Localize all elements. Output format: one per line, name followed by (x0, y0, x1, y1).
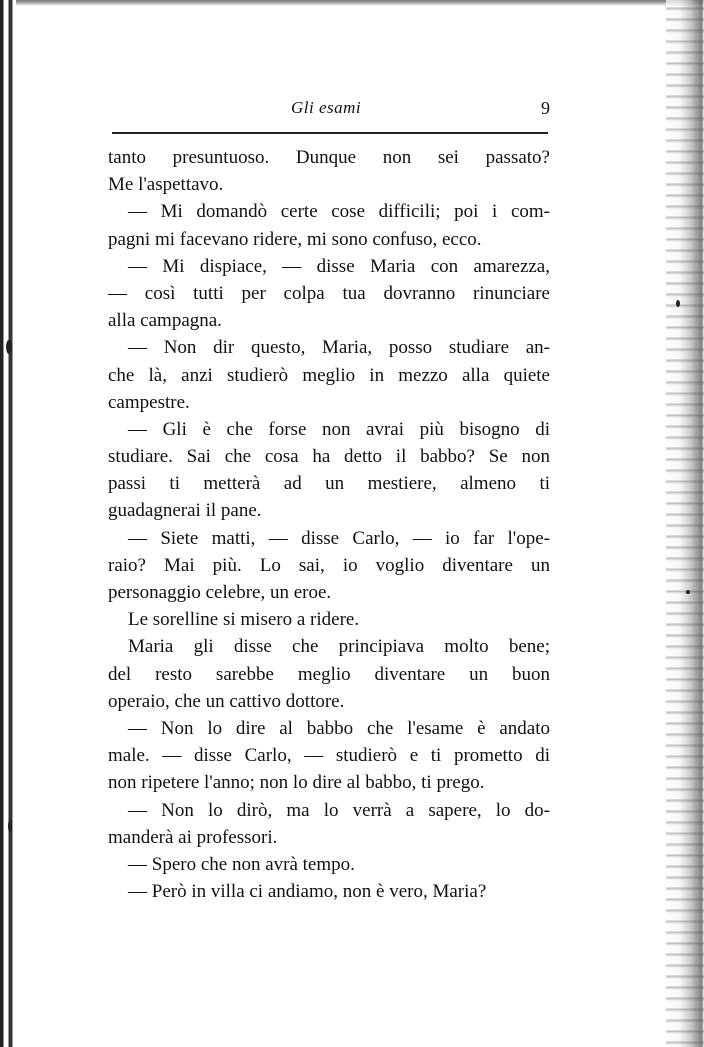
paragraph (108, 878, 550, 905)
paragraph (108, 715, 550, 797)
text-line: — Non lo dirò, ma lo verrà a sapere, lo do- (128, 799, 550, 821)
text-line: non ripetere l'anno; non lo dire al babbo, ti prego. (108, 772, 485, 794)
text-line: — Gli è che forse non avrai più bisogno di (128, 418, 550, 440)
page-number: 9 (541, 98, 550, 118)
speck (6, 340, 12, 354)
paragraph (108, 198, 550, 252)
paragraph (108, 851, 550, 878)
text-line: Maria gli disse che principiava molto bene; (128, 636, 550, 658)
text-line: — Non dir questo, Maria, posso studiare an- (128, 337, 550, 359)
text-line: che là, anzi studierò meglio in mezzo alla quiete (108, 364, 550, 386)
text-line: campestre. (108, 391, 190, 413)
text-line: guadagnerai il pane. (108, 500, 262, 522)
speck (676, 300, 680, 307)
text-line: — Siete matti, — disse Carlo, — io far l'ope- (128, 527, 550, 549)
paragraph (108, 253, 550, 335)
text-line: — Però in villa ci andiamo, non è vero, Maria? (128, 881, 487, 903)
text-line: personaggio celebre, un eroe. (108, 582, 332, 603)
text-line: pagni mi facevano ridere, mi sono confuso, ecco. (108, 228, 482, 250)
text-line: passi ti metterà ad un mestiere, almeno ti (108, 473, 550, 495)
paragraph (108, 606, 550, 633)
running-header (108, 98, 550, 124)
paragraph (108, 525, 550, 607)
paragraph (108, 797, 550, 851)
text-line: operaio, che un cattivo dottore. (108, 690, 345, 712)
text-line: male. — disse Carlo, — studierò e ti prometto di (108, 745, 550, 767)
text-line: studiare. Sai che cosa ha detto il babbo? Se non (108, 446, 550, 468)
text-line: — così tutti per colpa tua dovranno rinunciare (108, 282, 550, 304)
page-right-edge (666, 0, 704, 1047)
header-rule (112, 132, 548, 134)
text-line: — Mi domandò certe cose difficili; poi i com- (128, 201, 550, 223)
body-text (108, 144, 550, 905)
paragraph (108, 416, 550, 525)
text-line: del resto sarebbe meglio diventare un buon (108, 663, 550, 685)
paragraph (108, 334, 550, 416)
running-title: Gli esami (291, 98, 362, 117)
text-line: tanto presuntuoso. Dunque non sei passato? (108, 147, 550, 168)
paragraph (108, 144, 550, 198)
page-left-edge (0, 0, 16, 1047)
text-line: raio? Mai più. Lo sai, io voglio diventare un (108, 554, 550, 576)
text-line: — Non lo dire al babbo che l'esame è andato (128, 717, 550, 739)
paragraph (108, 633, 550, 715)
text-line: Me l'aspettavo. (108, 174, 224, 196)
text-line: — Mi dispiace, — disse Maria con amarezza, (128, 255, 550, 277)
text-line: alla campagna. (108, 310, 222, 332)
speck (686, 590, 690, 594)
text-line: Le sorelline si misero a ridere. (128, 609, 360, 631)
speck (8, 820, 12, 832)
text-line: manderà ai professori. (108, 826, 278, 848)
text-line: — Spero che non avrà tempo. (128, 853, 355, 875)
page-top-edge (0, 0, 704, 6)
